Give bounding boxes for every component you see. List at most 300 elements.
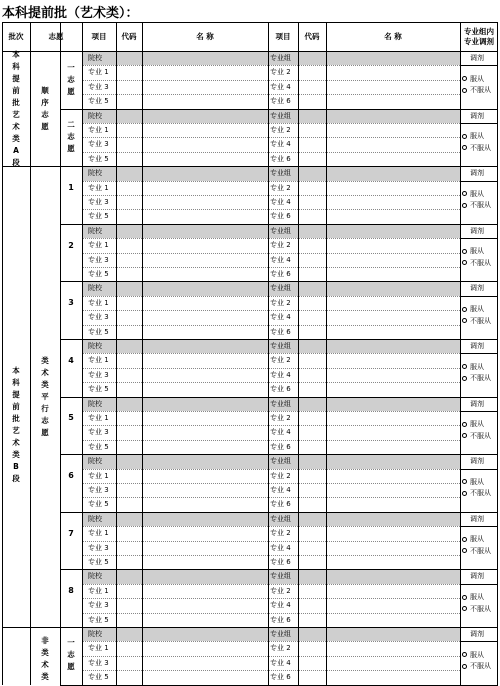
major-group-label: 专业组 xyxy=(270,572,291,581)
code-input-2[interactable] xyxy=(299,354,325,366)
obey-label: 服从 xyxy=(470,132,484,141)
not-obey-radio[interactable] xyxy=(462,144,491,153)
code-input[interactable] xyxy=(117,484,141,496)
name-input[interactable] xyxy=(143,225,267,237)
adjust-divider xyxy=(460,65,498,66)
code-input[interactable] xyxy=(117,657,141,669)
school-label: 院校 xyxy=(88,169,102,178)
radio-icon xyxy=(462,203,467,208)
name-input-2[interactable] xyxy=(327,671,459,683)
radio-icon xyxy=(462,479,467,484)
code-input[interactable] xyxy=(117,110,141,122)
major-label: 专业 2 xyxy=(270,644,291,653)
not-obey-radio[interactable] xyxy=(462,317,491,326)
major-label: 专业 2 xyxy=(270,529,291,538)
block-divider-sub xyxy=(60,397,82,398)
major-label: 专业 6 xyxy=(270,270,291,278)
code-input[interactable] xyxy=(117,124,141,136)
code-input[interactable] xyxy=(117,671,141,683)
not-obey-radio[interactable] xyxy=(462,547,491,556)
code-input-2[interactable] xyxy=(299,254,325,266)
name-input-2[interactable] xyxy=(327,311,459,323)
radio-icon xyxy=(462,318,467,323)
obey-radio[interactable] xyxy=(462,305,484,314)
name-input-2[interactable] xyxy=(327,239,459,251)
major-label: 专业 6 xyxy=(270,558,291,566)
major-label: 专业 4 xyxy=(270,255,291,264)
code-input[interactable] xyxy=(117,513,141,525)
non-art-label: 非 类 术 类 xyxy=(41,636,49,681)
block-divider-sub xyxy=(60,685,82,686)
code-input[interactable] xyxy=(117,455,141,467)
major-label: 专业 3 xyxy=(88,313,109,322)
name-input-2[interactable] xyxy=(327,282,459,294)
name-input[interactable] xyxy=(143,81,267,93)
obey-radio[interactable] xyxy=(462,478,484,487)
code-input[interactable] xyxy=(117,354,141,366)
code-input-2[interactable] xyxy=(299,470,325,482)
code-input[interactable] xyxy=(117,210,141,222)
row-divider xyxy=(82,195,460,196)
name-input-2[interactable] xyxy=(327,110,459,122)
name-input-2[interactable] xyxy=(327,182,459,194)
name-input[interactable] xyxy=(143,282,267,294)
header-batch: 批次 xyxy=(8,32,24,41)
name-input[interactable] xyxy=(143,182,267,194)
name-input-2[interactable] xyxy=(327,297,459,309)
name-input[interactable] xyxy=(143,340,267,352)
code-input-2[interactable] xyxy=(299,556,325,568)
name-input[interactable] xyxy=(143,426,267,438)
major-group-label: 专业组 xyxy=(270,514,291,523)
major-label: 专业 4 xyxy=(270,601,291,610)
major-label: 专业 4 xyxy=(270,486,291,494)
name-input-2[interactable] xyxy=(327,513,459,525)
code-input[interactable] xyxy=(117,412,141,424)
code-input[interactable] xyxy=(117,52,141,64)
row-divider xyxy=(82,325,460,326)
code-input-2[interactable] xyxy=(299,311,325,323)
school-label: 院校 xyxy=(88,54,102,62)
code-input[interactable] xyxy=(117,311,141,323)
obey-radio[interactable] xyxy=(462,132,484,141)
code-input[interactable] xyxy=(117,138,141,150)
column-divider xyxy=(326,23,327,685)
code-input-2[interactable] xyxy=(299,412,325,424)
name-input[interactable] xyxy=(143,527,267,539)
major-group-label: 专业组 xyxy=(270,284,291,293)
name-input-2[interactable] xyxy=(327,326,459,338)
code-input[interactable] xyxy=(117,182,141,194)
obey-radio[interactable] xyxy=(462,535,484,544)
code-input-2[interactable] xyxy=(299,326,325,338)
name-input[interactable] xyxy=(143,570,267,582)
adjust-label: 调剂 xyxy=(470,111,484,120)
major-label: 专业 5 xyxy=(88,327,109,336)
code-input[interactable] xyxy=(117,527,141,539)
row-divider xyxy=(82,598,460,599)
radio-icon xyxy=(462,88,467,93)
name-input-2[interactable] xyxy=(327,642,459,654)
name-input-2[interactable] xyxy=(327,354,459,366)
major-label: 专业 1 xyxy=(88,471,109,480)
name-input-2[interactable] xyxy=(327,556,459,568)
code-input[interactable] xyxy=(117,326,141,338)
major-label: 专业 1 xyxy=(88,126,109,134)
header-name-2: 名 称 xyxy=(384,32,402,41)
row-divider xyxy=(82,353,460,354)
not-obey-label: 不服从 xyxy=(470,662,491,671)
code-input-2[interactable] xyxy=(299,138,325,150)
block-divider-sub xyxy=(60,109,82,110)
not-obey-radio[interactable] xyxy=(462,605,491,614)
name-input[interactable] xyxy=(143,513,267,525)
name-input[interactable] xyxy=(143,412,267,424)
name-input[interactable] xyxy=(143,167,267,179)
major-label: 专业 2 xyxy=(270,414,291,422)
row-divider xyxy=(82,123,460,124)
name-input-2[interactable] xyxy=(327,585,459,597)
name-input[interactable] xyxy=(143,657,267,669)
code-input-2[interactable] xyxy=(299,585,325,597)
name-input[interactable] xyxy=(143,297,267,309)
major-group-label: 专业组 xyxy=(270,111,291,120)
name-input-2[interactable] xyxy=(327,95,459,107)
not-obey-label: 不服从 xyxy=(470,258,491,267)
obey-label: 服从 xyxy=(470,362,484,371)
name-input-2[interactable] xyxy=(327,484,459,496)
first-aspiration-label: 一 志 愿 xyxy=(67,62,75,96)
major-group-label: 专业组 xyxy=(270,226,291,235)
name-input[interactable] xyxy=(143,326,267,338)
not-obey-label: 不服从 xyxy=(470,374,491,383)
major-label: 专业 3 xyxy=(88,370,109,379)
name-input[interactable] xyxy=(143,614,267,626)
code-input[interactable] xyxy=(117,167,141,179)
header-code: 代码 xyxy=(121,32,137,41)
row-divider xyxy=(82,296,460,297)
code-input[interactable] xyxy=(117,239,141,251)
name-input-2[interactable] xyxy=(327,441,459,453)
name-input-2[interactable] xyxy=(327,426,459,438)
major-label: 专业 4 xyxy=(270,82,291,91)
code-input[interactable] xyxy=(117,614,141,626)
not-obey-radio[interactable] xyxy=(462,432,491,441)
code-input[interactable] xyxy=(117,542,141,554)
code-input-2[interactable] xyxy=(299,628,325,640)
code-input-2[interactable] xyxy=(299,570,325,582)
adjust-divider xyxy=(460,238,498,239)
application-form-table xyxy=(2,22,498,685)
header-item: 项目 xyxy=(91,32,107,41)
code-input-2[interactable] xyxy=(299,599,325,611)
code-input-2[interactable] xyxy=(299,441,325,453)
code-input[interactable] xyxy=(117,268,141,280)
name-input[interactable] xyxy=(143,498,267,510)
code-input-2[interactable] xyxy=(299,196,325,208)
major-label: 专业 1 xyxy=(88,183,109,192)
name-input[interactable] xyxy=(143,210,267,222)
parallel-number: 6 xyxy=(68,471,74,480)
name-input[interactable] xyxy=(143,124,267,136)
column-divider xyxy=(268,23,269,685)
not-obey-label: 不服从 xyxy=(470,86,491,95)
name-input-2[interactable] xyxy=(327,254,459,266)
obey-label: 服从 xyxy=(470,593,484,601)
code-input-2[interactable] xyxy=(299,542,325,554)
adjust-label: 调剂 xyxy=(470,514,484,523)
code-input-2[interactable] xyxy=(299,95,325,107)
name-input[interactable] xyxy=(143,542,267,554)
name-input-2[interactable] xyxy=(327,398,459,410)
code-input-2[interactable] xyxy=(299,225,325,237)
code-input[interactable] xyxy=(117,470,141,482)
code-input-2[interactable] xyxy=(299,398,325,410)
header-aspiration: 志愿 xyxy=(48,32,64,41)
code-input-2[interactable] xyxy=(299,426,325,438)
name-input-2[interactable] xyxy=(327,81,459,93)
code-input[interactable] xyxy=(117,498,141,510)
obey-radio[interactable] xyxy=(462,651,484,660)
name-input-2[interactable] xyxy=(327,225,459,237)
code-input[interactable] xyxy=(117,340,141,352)
name-input[interactable] xyxy=(143,441,267,453)
not-obey-radio[interactable] xyxy=(462,374,491,383)
radio-icon xyxy=(462,548,467,553)
code-input-2[interactable] xyxy=(299,513,325,525)
not-obey-label: 不服从 xyxy=(470,316,491,325)
radio-icon xyxy=(462,134,467,139)
code-input-2[interactable] xyxy=(299,297,325,309)
school-label: 院校 xyxy=(88,111,102,120)
code-input[interactable] xyxy=(117,81,141,93)
row-divider xyxy=(82,209,460,210)
code-input[interactable] xyxy=(117,556,141,568)
block-divider-sub xyxy=(60,569,82,570)
row-divider xyxy=(82,65,460,66)
obey-radio[interactable] xyxy=(462,75,484,84)
name-input[interactable] xyxy=(143,556,267,568)
parallel-number: 4 xyxy=(68,355,74,365)
name-input-2[interactable] xyxy=(327,210,459,222)
code-input[interactable] xyxy=(117,570,141,582)
name-input[interactable] xyxy=(143,383,267,395)
name-input[interactable] xyxy=(143,484,267,496)
obey-radio[interactable] xyxy=(462,593,484,602)
name-input[interactable] xyxy=(143,599,267,611)
name-input[interactable] xyxy=(143,254,267,266)
name-input[interactable] xyxy=(143,369,267,381)
name-input[interactable] xyxy=(143,642,267,654)
obey-radio[interactable] xyxy=(462,190,484,199)
code-input[interactable] xyxy=(117,369,141,381)
name-input-2[interactable] xyxy=(327,527,459,539)
radio-icon xyxy=(462,76,467,81)
name-input[interactable] xyxy=(143,239,267,251)
row-divider xyxy=(82,541,460,542)
major-label: 专业 5 xyxy=(88,385,109,394)
major-label: 专业 3 xyxy=(88,428,109,437)
not-obey-radio[interactable] xyxy=(462,662,491,671)
row-divider xyxy=(82,382,460,383)
name-input[interactable] xyxy=(143,196,267,208)
page-title: 本科提前批（艺术类）： xyxy=(2,6,139,21)
name-input[interactable] xyxy=(143,455,267,467)
row-divider xyxy=(82,411,460,412)
name-input[interactable] xyxy=(143,470,267,482)
adjust-label: 调剂 xyxy=(470,284,484,293)
obey-radio[interactable] xyxy=(462,420,484,429)
obey-radio[interactable] xyxy=(462,363,484,372)
name-input-2[interactable] xyxy=(327,628,459,640)
name-input-2[interactable] xyxy=(327,498,459,510)
adjust-label: 调剂 xyxy=(470,54,484,62)
major-label: 专业 1 xyxy=(88,356,109,365)
not-obey-radio[interactable] xyxy=(462,259,491,268)
name-input[interactable] xyxy=(143,138,267,150)
not-obey-radio[interactable] xyxy=(462,201,491,210)
code-input-2[interactable] xyxy=(299,340,325,352)
not-obey-label: 不服从 xyxy=(470,431,491,440)
name-input-2[interactable] xyxy=(327,470,459,482)
name-input-2[interactable] xyxy=(327,138,459,150)
row-divider xyxy=(82,310,460,311)
obey-label: 服从 xyxy=(470,305,484,313)
code-input-2[interactable] xyxy=(299,282,325,294)
name-input[interactable] xyxy=(143,95,267,107)
radio-icon xyxy=(462,260,467,265)
code-input-2[interactable] xyxy=(299,455,325,467)
major-label: 专业 3 xyxy=(88,198,109,206)
code-input[interactable] xyxy=(117,153,141,165)
major-label: 专业 5 xyxy=(88,212,109,221)
radio-icon xyxy=(462,652,467,657)
major-label: 专业 6 xyxy=(270,154,291,163)
code-input-2[interactable] xyxy=(299,369,325,381)
name-input-2[interactable] xyxy=(327,614,459,626)
code-input[interactable] xyxy=(117,441,141,453)
code-input-2[interactable] xyxy=(299,153,325,165)
name-input-2[interactable] xyxy=(327,383,459,395)
name-input-2[interactable] xyxy=(327,412,459,424)
code-input-2[interactable] xyxy=(299,239,325,251)
name-input-2[interactable] xyxy=(327,455,459,467)
code-input[interactable] xyxy=(117,599,141,611)
name-input[interactable] xyxy=(143,311,267,323)
name-input[interactable] xyxy=(143,66,267,78)
code-input-2[interactable] xyxy=(299,642,325,654)
name-input-2[interactable] xyxy=(327,167,459,179)
code-input-2[interactable] xyxy=(299,52,325,64)
name-input[interactable] xyxy=(143,628,267,640)
major-label: 专业 3 xyxy=(88,140,109,149)
code-input-2[interactable] xyxy=(299,124,325,136)
code-input[interactable] xyxy=(117,628,141,640)
code-input[interactable] xyxy=(117,297,141,309)
adjust-label: 调剂 xyxy=(470,342,484,350)
name-input-2[interactable] xyxy=(327,657,459,669)
name-input-2[interactable] xyxy=(327,153,459,165)
name-input[interactable] xyxy=(143,153,267,165)
second-aspiration-label: 二 志 愿 xyxy=(67,120,75,154)
row-divider xyxy=(82,80,460,81)
code-input-2[interactable] xyxy=(299,167,325,179)
school-label: 院校 xyxy=(88,399,102,408)
code-input[interactable] xyxy=(117,66,141,78)
major-label: 专业 5 xyxy=(88,500,109,509)
code-input[interactable] xyxy=(117,426,141,438)
obey-label: 服从 xyxy=(470,189,484,198)
code-input-2[interactable] xyxy=(299,527,325,539)
code-input-2[interactable] xyxy=(299,81,325,93)
code-input[interactable] xyxy=(117,95,141,107)
name-input-2[interactable] xyxy=(327,268,459,280)
code-input-2[interactable] xyxy=(299,614,325,626)
major-label: 专业 1 xyxy=(88,644,109,653)
name-input-2[interactable] xyxy=(327,52,459,64)
name-input-2[interactable] xyxy=(327,66,459,78)
school-label: 院校 xyxy=(88,514,102,523)
name-input-2[interactable] xyxy=(327,196,459,208)
name-input[interactable] xyxy=(143,268,267,280)
name-input-2[interactable] xyxy=(327,124,459,136)
code-input-2[interactable] xyxy=(299,66,325,78)
code-input-2[interactable] xyxy=(299,110,325,122)
name-input[interactable] xyxy=(143,585,267,597)
code-input-2[interactable] xyxy=(299,210,325,222)
code-input-2[interactable] xyxy=(299,268,325,280)
code-input[interactable] xyxy=(117,585,141,597)
row-divider xyxy=(82,584,460,585)
obey-radio[interactable] xyxy=(462,247,484,256)
name-input[interactable] xyxy=(143,398,267,410)
school-label: 院校 xyxy=(88,457,102,466)
name-input[interactable] xyxy=(143,671,267,683)
code-input[interactable] xyxy=(117,196,141,208)
code-input[interactable] xyxy=(117,254,141,266)
name-input[interactable] xyxy=(143,52,267,64)
code-input[interactable] xyxy=(117,383,141,395)
name-input-2[interactable] xyxy=(327,599,459,611)
code-input-2[interactable] xyxy=(299,671,325,683)
not-obey-radio[interactable] xyxy=(462,86,491,95)
name-input-2[interactable] xyxy=(327,542,459,554)
not-obey-radio[interactable] xyxy=(462,489,491,498)
code-input-2[interactable] xyxy=(299,383,325,395)
name-input-2[interactable] xyxy=(327,570,459,582)
code-input[interactable] xyxy=(117,225,141,237)
code-input-2[interactable] xyxy=(299,484,325,496)
code-input-2[interactable] xyxy=(299,182,325,194)
major-label: 专业 2 xyxy=(270,471,291,480)
parallel-number: 5 xyxy=(68,413,74,423)
name-input[interactable] xyxy=(143,354,267,366)
code-input[interactable] xyxy=(117,642,141,654)
code-input-2[interactable] xyxy=(299,657,325,669)
name-input-2[interactable] xyxy=(327,340,459,352)
column-divider xyxy=(116,23,117,685)
code-input[interactable] xyxy=(117,282,141,294)
batch-a-label: 本 科 提 前 批 艺 术 类 A 段 xyxy=(12,49,20,167)
code-input-2[interactable] xyxy=(299,498,325,510)
name-input[interactable] xyxy=(143,110,267,122)
major-label: 专业 5 xyxy=(88,154,109,163)
major-label: 专业 5 xyxy=(88,442,109,451)
code-input[interactable] xyxy=(117,398,141,410)
name-input-2[interactable] xyxy=(327,369,459,381)
obey-label: 服从 xyxy=(470,247,484,256)
header-code-2: 代码 xyxy=(304,32,320,41)
